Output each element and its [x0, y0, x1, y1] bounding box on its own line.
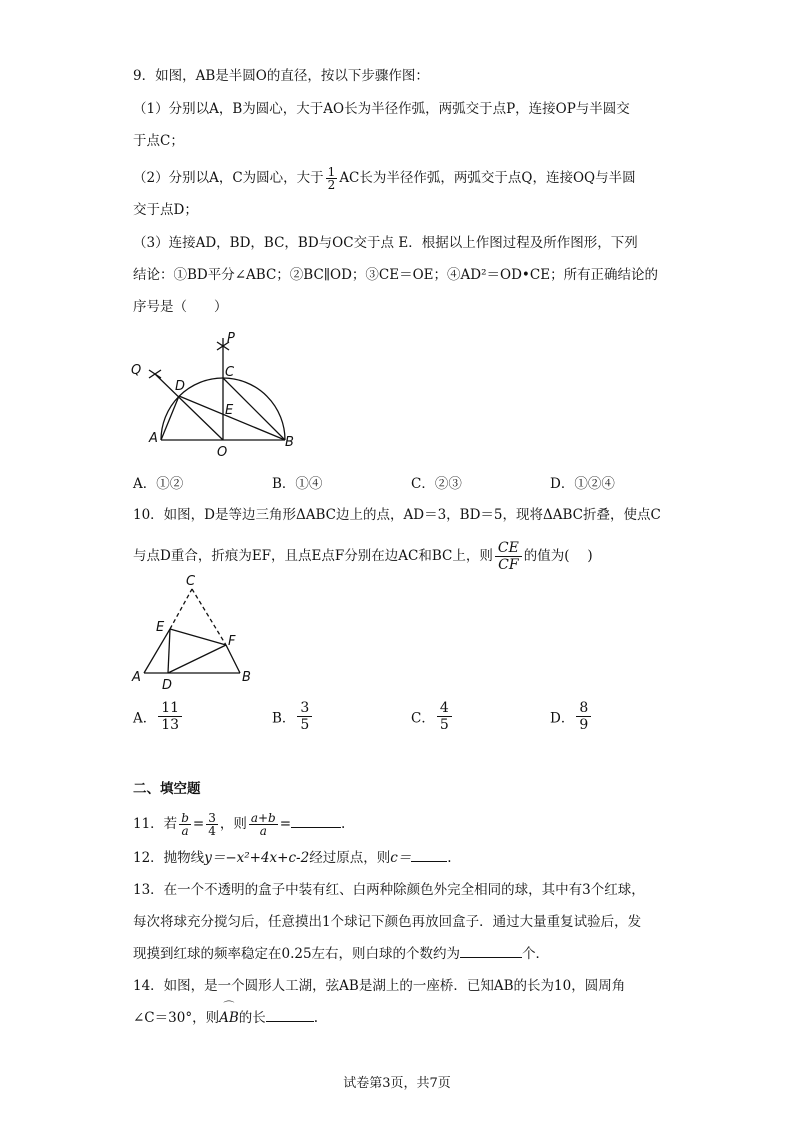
label-d: D	[162, 678, 173, 693]
q10-line2-pre: 与点D重合，折痕为EF，且点E点F分别在边AC和BC上，则	[133, 548, 493, 564]
q10-option-a[interactable]: A． $\frac{11}{13}$	[133, 700, 184, 733]
q14-line1: 14．如图，是一个圆形人工湖，弦AB是湖上的一座桥．已知AB的长为10，圆周角	[133, 978, 626, 994]
q13-line1: 13．在一个不透明的盒子中装有红、白两种除颜色外完全相同的球，其中有3个红球，	[133, 882, 645, 898]
q10-triangle-figure	[130, 575, 270, 695]
line-df	[168, 645, 226, 673]
q9-line7: 结论：①BD平分∠ABC；②BC∥OD；③CE＝OE；④AD²＝OD•CE；所有正确结论的	[133, 267, 659, 283]
side-ae	[144, 629, 170, 673]
label-e: E	[156, 620, 165, 635]
q9-line3: 于点C；	[133, 133, 184, 149]
line-ed	[168, 629, 170, 673]
q11-answer-blank[interactable]	[291, 815, 341, 828]
q9-option-a[interactable]: A．①②	[133, 476, 184, 492]
q13-line2: 每次将球充分搅匀后，任意摸出1个球记下颜色再放回盒子．通过大量重复试验后，发	[133, 914, 642, 930]
label-e: E	[225, 403, 234, 418]
line-ad	[161, 396, 179, 440]
q9-option-d[interactable]: D．①②④	[550, 476, 615, 492]
q9-line8: 序号是（ ）	[133, 299, 228, 315]
q10-line1: 10．如图，D是等边三角形ΔABC边上的点，AD＝3，BD＝5，现将ΔABC折叠，使点C	[133, 507, 661, 523]
label-c: C	[186, 574, 196, 589]
q10-line2-post: 的值为( )	[523, 548, 593, 564]
q10-option-d[interactable]: D． $\frac{8}{9}$	[550, 700, 593, 733]
side-fb	[226, 645, 240, 673]
q9-line6: （3）连接AD，BD，BC，BD与OC交于点 E．根据以上作图过程及所作图形，下列	[133, 235, 638, 251]
q9-line4-post: AC长为半径作弧，两弧交于点Q，连接OQ与半圆	[339, 170, 636, 186]
label-p: P	[227, 331, 235, 346]
q14-answer-blank[interactable]	[266, 1009, 314, 1022]
q9-line5: 交于点D；	[133, 202, 198, 218]
q9-half-fraction: $\frac{1}{2}$	[327, 165, 336, 192]
q9-line1: 9．如图，AB是半圆O的直径，按以下步骤作图：	[133, 68, 429, 84]
q10-option-c[interactable]: C． $\frac{4}{5}$	[411, 700, 454, 733]
q14-arc-ab: AB	[219, 1010, 239, 1026]
q11-line: 11．若 $\frac{b}{a}$ = $\frac{3}{4}$ ，则 $\frac{a+b}{a}$ = .	[133, 811, 346, 838]
label-f: F	[228, 634, 236, 649]
q9-option-b[interactable]: B．①④	[272, 476, 323, 492]
q9-line2: （1）分别以A，B为圆心，大于AO长为半径作弧，两弧交于点P，连接OP与半圆交	[133, 101, 630, 117]
label-b: B	[242, 670, 251, 685]
q9-line4-pre: （2）分别以A，C为圆心，大于	[133, 170, 324, 186]
label-d: D	[175, 379, 186, 394]
q13-answer-blank[interactable]	[460, 945, 522, 958]
page-footer: 试卷第3页，共7页	[343, 1076, 451, 1091]
label-o: O	[217, 445, 228, 460]
dashed-ec	[170, 589, 192, 629]
q12-line: 12．抛物线y＝−x²+4x+c-2经过原点，则c＝ .	[133, 850, 452, 866]
section-fill-in-heading: 二、填空题	[133, 781, 201, 797]
label-b: B	[285, 435, 294, 450]
q10-option-b[interactable]: B． $\frac{3}{5}$	[272, 700, 314, 733]
q12-answer-blank[interactable]	[411, 849, 447, 862]
q9-line4	[133, 166, 636, 191]
label-a: A	[149, 431, 158, 446]
q10-line2	[133, 540, 593, 573]
q13-line3: 现摸到红球的频率稳定在0.25左右，则白球的个数约为 个．	[133, 946, 550, 962]
q9-semicircle-figure	[125, 330, 305, 460]
q10-ce-cf-fraction: $\frac{CE}{CF}$	[495, 540, 522, 573]
q12-formula: y＝−x²+4x+c-2	[204, 850, 310, 866]
q9-option-c[interactable]: C．②③	[411, 476, 462, 492]
label-c: C	[225, 365, 235, 380]
q14-line2: ∠C＝30°，则 ⌒ AB的长 .	[133, 1000, 319, 1026]
label-q: Q	[131, 363, 142, 378]
label-a: A	[132, 670, 141, 685]
